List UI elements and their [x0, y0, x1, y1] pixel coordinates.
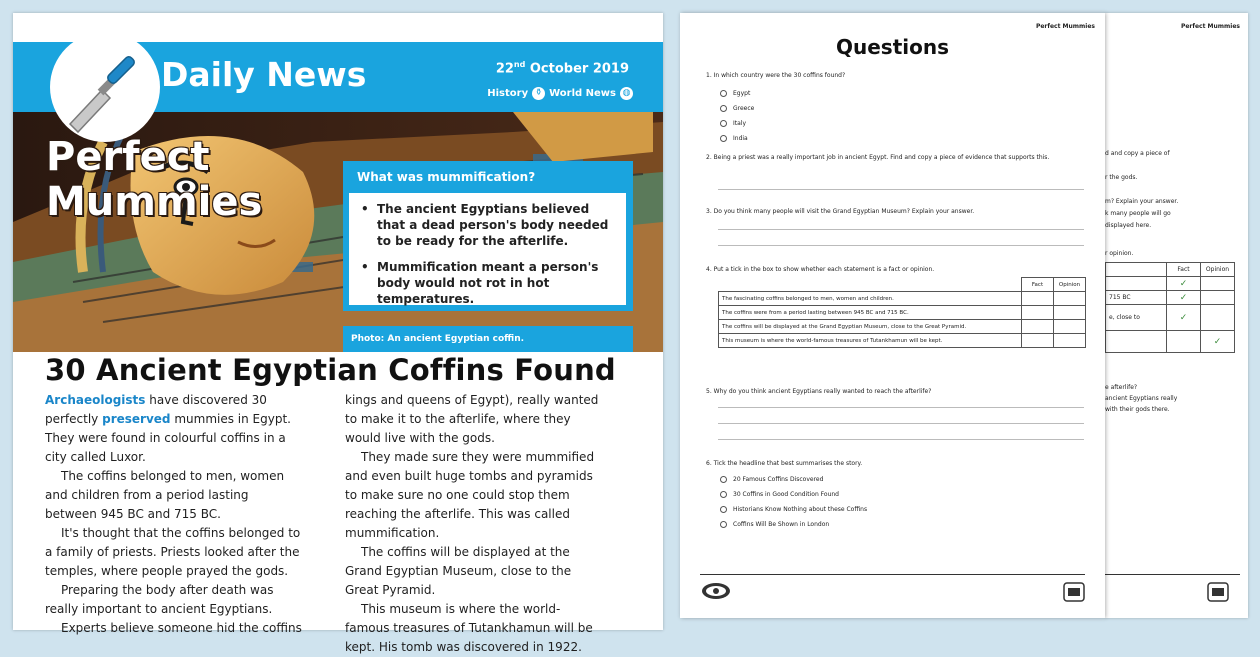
answer-fragment: k many people will go — [1105, 210, 1171, 217]
photo-headline-line2: Mummies — [46, 179, 263, 225]
fact-tick-box[interactable] — [1022, 306, 1054, 320]
option-item[interactable] — [720, 502, 867, 517]
category-history: History — [487, 88, 529, 99]
question-1-options — [720, 86, 754, 146]
option-item[interactable] — [720, 116, 754, 131]
answer-line[interactable] — [718, 407, 1084, 408]
article-headline: 30 Ancient Egyptian Coffins Found — [45, 353, 616, 387]
table-cell — [1106, 277, 1167, 291]
fact-tick-box[interactable] — [1022, 292, 1054, 306]
newspaper-page — [13, 13, 663, 654]
table-header-opinion: Opinion — [1054, 278, 1086, 292]
opinion-tick-box[interactable] — [1054, 320, 1086, 334]
date-rest: October 2019 — [525, 61, 629, 77]
tick-icon: ✓ — [1167, 305, 1201, 331]
radio-circle[interactable] — [720, 135, 727, 142]
table-header-opinion: Opinion — [1201, 263, 1235, 277]
opinion-tick-box[interactable] — [1054, 334, 1086, 348]
answer-fragment: r opinion. — [1105, 250, 1134, 257]
article-paragraph: Preparing the body after death was really important to ancient Egyptians. — [45, 583, 274, 616]
fact-tick-box[interactable] — [1022, 320, 1054, 334]
answer-line[interactable] — [718, 229, 1084, 230]
history-icon: ⚱ — [532, 87, 545, 100]
answer-fragment: ancient Egyptians really — [1105, 395, 1178, 402]
option-item[interactable] — [720, 472, 867, 487]
article-paragraph — [45, 391, 303, 467]
radio-circle[interactable] — [720, 491, 727, 498]
article-paragraph: The coffins will be displayed at the Grand Egyptian Museum, close to the Great Pyramid. — [345, 545, 572, 597]
article-column-2 — [345, 391, 603, 657]
answer-sheet-page — [1105, 13, 1248, 618]
option-item[interactable] — [720, 86, 754, 101]
masthead-title: Daily News — [161, 55, 367, 94]
answer-fragment: r the gods. — [1105, 174, 1138, 181]
photo-caption: Photo: An ancient Egyptian coffin. — [343, 326, 633, 352]
trowel-icon — [50, 32, 160, 142]
statement-cell: This museum is where the world-famous treasures of Tutankhamun will be kept. — [719, 334, 1022, 348]
table-cell — [1201, 305, 1235, 331]
radio-circle[interactable] — [720, 120, 727, 127]
fact-box-title: What was mummification? — [357, 170, 536, 184]
question-4: 4. Put a tick in the box to show whether each statement is a fact or opinion. — [706, 266, 935, 273]
article-column-1 — [45, 391, 303, 638]
opinion-tick-box[interactable] — [1054, 306, 1086, 320]
table-cell — [1106, 263, 1167, 277]
masthead-categories — [487, 87, 633, 100]
fact-tick-box[interactable] — [1022, 334, 1054, 348]
article-paragraph: The coffins belonged to men, women and children from a period lasting between 945 BC and 715 BC. — [45, 469, 285, 521]
table-header-fact: Fact — [1022, 278, 1054, 292]
answer-fragment: d and copy a piece of — [1105, 150, 1170, 157]
fact-box-list — [349, 193, 626, 305]
photo-headline — [46, 135, 262, 225]
globe-icon: ◍ — [620, 87, 633, 100]
brand-badge-icon — [1061, 579, 1087, 605]
option-label: 20 Famous Coffins Discovered — [733, 476, 824, 483]
answer-fragment: displayed here. — [1105, 222, 1152, 229]
tick-icon: ✓ — [1201, 331, 1235, 353]
table-cell — [1201, 277, 1235, 291]
fact-item: • Mummification meant a person's body would not rot in hot temperatures. — [361, 259, 616, 307]
question-sheet-header: Perfect Mummies — [1035, 23, 1095, 30]
tick-icon: ✓ — [1167, 291, 1201, 305]
option-label: Egypt — [733, 90, 751, 97]
option-label: 30 Coffins in Good Condition Found — [733, 491, 839, 498]
answer-line[interactable] — [718, 189, 1084, 190]
brand-badge-icon — [1205, 579, 1231, 605]
question-3: 3. Do you think many people will visit the Grand Egyptian Museum? Explain your answer. — [706, 208, 975, 215]
question-2: 2. Being a priest was a really important job in ancient Egypt. Find and copy a piece of evidence that supports this. — [706, 154, 1050, 161]
keyword-archaeologists[interactable]: Archaeologists — [45, 393, 146, 407]
paragraph-text: mummies in Egypt. They were found in colourful coffins in a city called Luxor. — [45, 412, 291, 464]
table-cell — [1201, 291, 1235, 305]
date-suffix: nd — [513, 60, 526, 69]
article-paragraph: It's thought that the coffins belonged to a family of priests. Priests looked after the temples, where people prayed the gods. — [45, 526, 301, 578]
table-cell — [719, 278, 1022, 292]
table-cell — [1106, 331, 1167, 353]
sheet-title: Questions — [835, 35, 949, 59]
fact-item: • The ancient Egyptians believed that a dead person's body needed to be ready for the afterlife. — [361, 201, 616, 249]
logo-circle — [50, 32, 160, 142]
option-label: India — [733, 135, 748, 142]
fact-opinion-table — [718, 277, 1086, 348]
article-paragraph: This museum is where the world-famous treasures of Tutankhamun will be kept. His tomb was discovered in 1922. — [345, 602, 593, 654]
option-item[interactable] — [720, 487, 867, 502]
article-paragraph: Experts believe someone hid the coffins — [61, 621, 302, 635]
question-1: 1. In which country were the 30 coffins found? — [706, 72, 846, 79]
fact-box — [343, 161, 633, 311]
table-cell: 715 BC — [1106, 291, 1167, 305]
option-item[interactable] — [720, 101, 754, 116]
statement-cell: The coffins were from a period lasting between 945 BC and 715 BC. — [719, 306, 1022, 320]
footer-divider — [700, 574, 1085, 575]
answer-line[interactable] — [718, 439, 1084, 440]
article-paragraph: They made sure they were mummified and even built huge tombs and pyramids to make sure no one could stop them reaching the afterlife. This was called mummification. — [345, 450, 595, 540]
question-6-options — [720, 472, 867, 532]
answer-line[interactable] — [718, 245, 1084, 246]
footer-divider — [1105, 574, 1240, 575]
answer-line[interactable] — [718, 423, 1084, 424]
table-header-fact: Fact — [1167, 263, 1201, 277]
answer-table — [1105, 262, 1235, 353]
article-paragraph: kings and queens of Egypt), really wanted to make it to the afterlife, where they would live with the gods. — [345, 393, 599, 445]
question-6: 6. Tick the headline that best summarises the story. — [706, 460, 863, 467]
option-label: Greece — [733, 105, 755, 112]
opinion-tick-box[interactable] — [1054, 292, 1086, 306]
radio-circle[interactable] — [720, 476, 727, 483]
option-item[interactable] — [720, 517, 867, 532]
answer-fragment: with their gods there. — [1105, 406, 1170, 413]
radio-circle[interactable] — [720, 521, 727, 528]
statement-cell: The coffins will be displayed at the Grand Egyptian Museum, close to the Great Pyramid. — [719, 320, 1022, 334]
masthead-date — [496, 60, 629, 76]
paragraph-text: have discovered 30 perfectly — [45, 393, 267, 426]
radio-circle[interactable] — [720, 90, 727, 97]
answer-fragment: e afterlife? — [1105, 384, 1138, 391]
question-5: 5. Why do you think ancient Egyptians really wanted to reach the afterlife? — [706, 388, 932, 395]
radio-circle[interactable] — [720, 105, 727, 112]
keyword-preserved[interactable]: preserved — [102, 412, 171, 426]
tick-icon: ✓ — [1167, 277, 1201, 291]
answer-sheet-header: Perfect Mummies — [1180, 23, 1240, 30]
question-sheet-page — [680, 13, 1105, 618]
photo-headline-line1: Perfect — [46, 134, 210, 180]
option-label: Coffins Will Be Shown in London — [733, 521, 830, 528]
table-cell — [1167, 331, 1201, 353]
brand-logo-icon — [700, 580, 732, 602]
category-world-news: World News — [549, 88, 616, 99]
option-item[interactable] — [720, 131, 754, 146]
table-cell: e, close to — [1106, 305, 1167, 331]
date-day: 22 — [495, 61, 514, 77]
radio-circle[interactable] — [720, 506, 727, 513]
option-label: Italy — [733, 120, 747, 127]
option-label: Historians Know Nothing about these Coffins — [733, 506, 868, 513]
answer-fragment: m? Explain your answer. — [1105, 198, 1179, 205]
statement-cell: The fascinating coffins belonged to men, women and children. — [719, 292, 1022, 306]
